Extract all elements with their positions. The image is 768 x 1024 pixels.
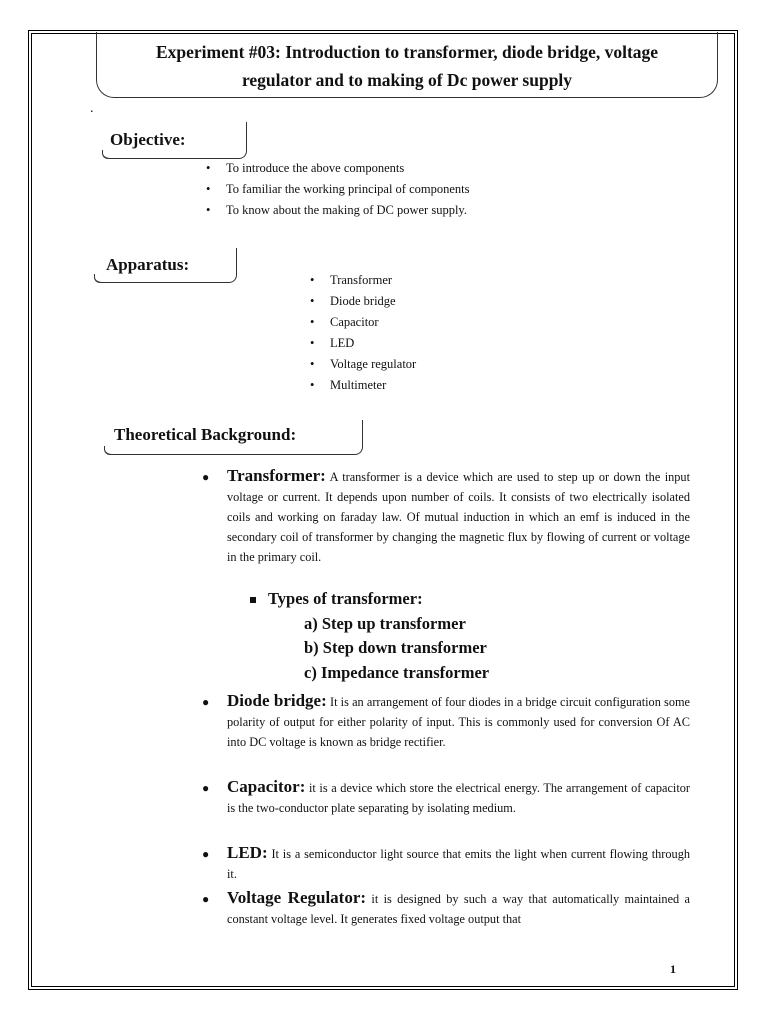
objective-frame-corner (102, 150, 113, 159)
capacitor-text: it is a device which store the electrical energy. The arrangement of capacitor is the two-conductor plate separating by isolating medium. (227, 781, 690, 815)
objective-list (202, 158, 470, 221)
capacitor-paragraph (200, 777, 690, 818)
regulator-paragraph (200, 888, 690, 929)
apparatus-item: • Multimeter (306, 375, 416, 396)
led-text: It is a semiconductor light source that emits the light when current flowing through it. (227, 847, 690, 881)
stray-mark: . (90, 101, 94, 116)
apparatus-frame-corner (94, 274, 105, 283)
apparatus-item: • Capacitor (306, 312, 416, 333)
types-heading (250, 589, 423, 609)
regulator-text: it is designed by such a way that automatically maintained a constant voltage level. It generates fixed voltage output that (227, 892, 690, 926)
type-item: b) Step down transformer (304, 638, 487, 657)
objective-item: • To familiar the working principal of components (202, 179, 470, 200)
theory-heading-frame (104, 420, 363, 455)
apparatus-item: • Voltage regulator (306, 354, 416, 375)
regulator-term: Voltage Regulator: (227, 888, 367, 907)
type-item: a) Step up transformer (304, 614, 466, 633)
objective-heading-label: Objective: (110, 130, 186, 149)
transformer-paragraph (200, 466, 690, 567)
theory-frame-corner (104, 446, 115, 455)
square-bullet-icon (250, 597, 256, 603)
title-line-2: regulator and to making of Dc power supply (241, 70, 573, 90)
theory-heading-label: Theoretical Background: (114, 425, 297, 444)
apparatus-heading-frame (94, 248, 237, 283)
apparatus-heading-label: Apparatus: (106, 255, 190, 274)
apparatus-list (306, 270, 416, 396)
capacitor-term: Capacitor: (227, 777, 306, 796)
transformer-text: A transformer is a device which are used to step up or down the input voltage or current. It depends upon number of coils. It consists of two electrically isolated coils and working on faraday law. Of mutual induction in which an emf is induced in the secondary coil of transformer by changing the magnetic flux by flowing of current or voltage in the primary coil. (227, 470, 690, 564)
objective-heading-frame (102, 122, 247, 159)
apparatus-item: • Diode bridge (306, 291, 416, 312)
title-box (96, 32, 718, 98)
transformer-term: Transformer: (227, 466, 326, 485)
objective-item: • To introduce the above components (202, 158, 470, 179)
led-term: LED: (227, 843, 268, 862)
led-paragraph (200, 843, 690, 884)
page-number: 1 (670, 962, 676, 976)
diode-paragraph (200, 691, 690, 752)
diode-term: Diode bridge: (227, 691, 327, 710)
types-heading-label: Types of transformer: (268, 589, 423, 608)
apparatus-item: • LED (306, 333, 416, 354)
objective-item: • To know about the making of DC power supply. (202, 200, 470, 221)
diode-text: It is an arrangement of four diodes in a bridge circuit configuration some polarity of output for either polarity of input. This is commonly used for conversion Of AC into DC voltage is known as bridge rectifier. (227, 695, 690, 749)
type-item: c) Impedance transformer (304, 663, 490, 682)
apparatus-item: • Transformer (306, 270, 416, 291)
title-line-1: Experiment #03: Introduction to transformer, diode bridge, voltage (155, 42, 659, 62)
